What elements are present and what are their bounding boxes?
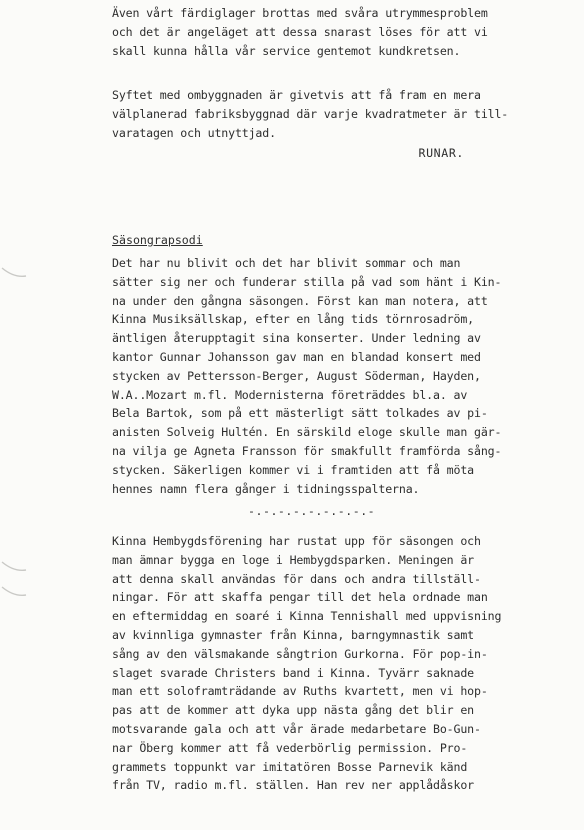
- text-line: från TV, radio m.fl. ställen. Han rev ner applådåskor: [112, 778, 474, 793]
- text-line: slaget svarade Christers band i Kinna. Tyvärr saknade: [112, 665, 474, 680]
- text-line: Bela Bartok, som på ett mästerligt sätt tolkades av pi-: [112, 406, 488, 421]
- text-line: kantor Gunnar Johansson gav man en blandad konsert med: [112, 349, 481, 364]
- text-line: varatagen och utnyttjad.: [112, 125, 276, 140]
- article-heading: Säsongrapsodi: [112, 233, 203, 247]
- text-line: Kinna Hembygdsförening har rustat upp för säsongen och: [112, 534, 481, 548]
- text-line: sätter sig ner och funderar stilla på vad som hänt i Kin-: [112, 274, 502, 289]
- article-paragraph-1: [112, 254, 502, 498]
- text-line: äntligen återupptagit sina konserter. Under ledning av: [112, 331, 481, 346]
- text-line: hennes namn flera gånger i tidningsspalterna.: [112, 481, 420, 496]
- binder-mark: [0, 585, 28, 599]
- text-line: Kinna Musiksällskap, efter en lång tids törnrosadröm,: [112, 312, 474, 327]
- text-line: man ämnar bygga en loge i Hembygdsparken. Meningen är: [112, 552, 474, 567]
- signature: RUNAR.: [418, 146, 464, 160]
- text-line: en eftermiddag en soaré i Kinna Tennishall med uppvisning: [112, 609, 502, 624]
- text-line: anisten Solveig Hultén. En särskild eloge skulle man gär-: [112, 425, 502, 440]
- article-paragraph-2: [112, 532, 502, 795]
- text-line: stycken av Pettersson-Berger, August Söderman, Hayden,: [112, 368, 481, 383]
- text-line: pas att de kommer att dyka upp nästa gång det blir en: [112, 703, 474, 718]
- text-line: och det är angeläget att dessa snarast löses för att vi: [112, 24, 488, 39]
- text-line: välplanerad fabriksbyggnad där varje kvadratmeter är till-: [112, 106, 509, 121]
- text-line: na under den gångna säsongen. Först kan man notera, att: [112, 293, 488, 308]
- text-line: Syftet med ombyggnaden är givetvis att få fram en mera: [112, 88, 481, 102]
- text-line: skall kunna hålla vår service gentemot kundkretsen.: [112, 43, 461, 58]
- text-line: na vilja ge Agneta Fransson för smakfullt framförda sång-: [112, 443, 502, 458]
- text-line: Det har nu blivit och det har blivit sommar och man: [112, 256, 461, 270]
- text-line: stycken. Säkerligen kommer vi i framtiden att få möta: [112, 462, 474, 477]
- section-separator: -.-.-.-.-.-.-.-.-: [248, 504, 376, 518]
- text-line: ningar. För att skaffa pengar till det hela ordnade man: [112, 590, 488, 605]
- binder-mark: [0, 266, 28, 280]
- text-line: sång av den välsmakande sångtrion Gurkorna. För pop-in-: [112, 646, 488, 661]
- text-line: W.A..Mozart m.fl. Modernisterna företräddes bl.a. av: [112, 387, 468, 402]
- binder-mark: [0, 560, 28, 574]
- text-line: grammets toppunkt var imitatören Bosse Parnevik känd: [112, 759, 468, 774]
- purpose-paragraph: [112, 86, 509, 142]
- text-line: av kvinnliga gymnaster från Kinna, barngymnastik samt: [112, 627, 474, 642]
- text-line: nar Öberg kommer att få vederbörlig permission. Pro-: [112, 740, 468, 755]
- text-line: man ett soloframträdande av Ruths kvartett, men vi hop-: [112, 684, 488, 699]
- intro-paragraph: [112, 4, 488, 60]
- text-line: motsvarande gala och att vår ärade medarbetare Bo-Gun-: [112, 721, 481, 736]
- text-line: Även vårt färdiglager brottas med svåra utrymmesproblem: [112, 6, 488, 20]
- text-line: att denna skall användas för dans och andra tillställ-: [112, 571, 481, 586]
